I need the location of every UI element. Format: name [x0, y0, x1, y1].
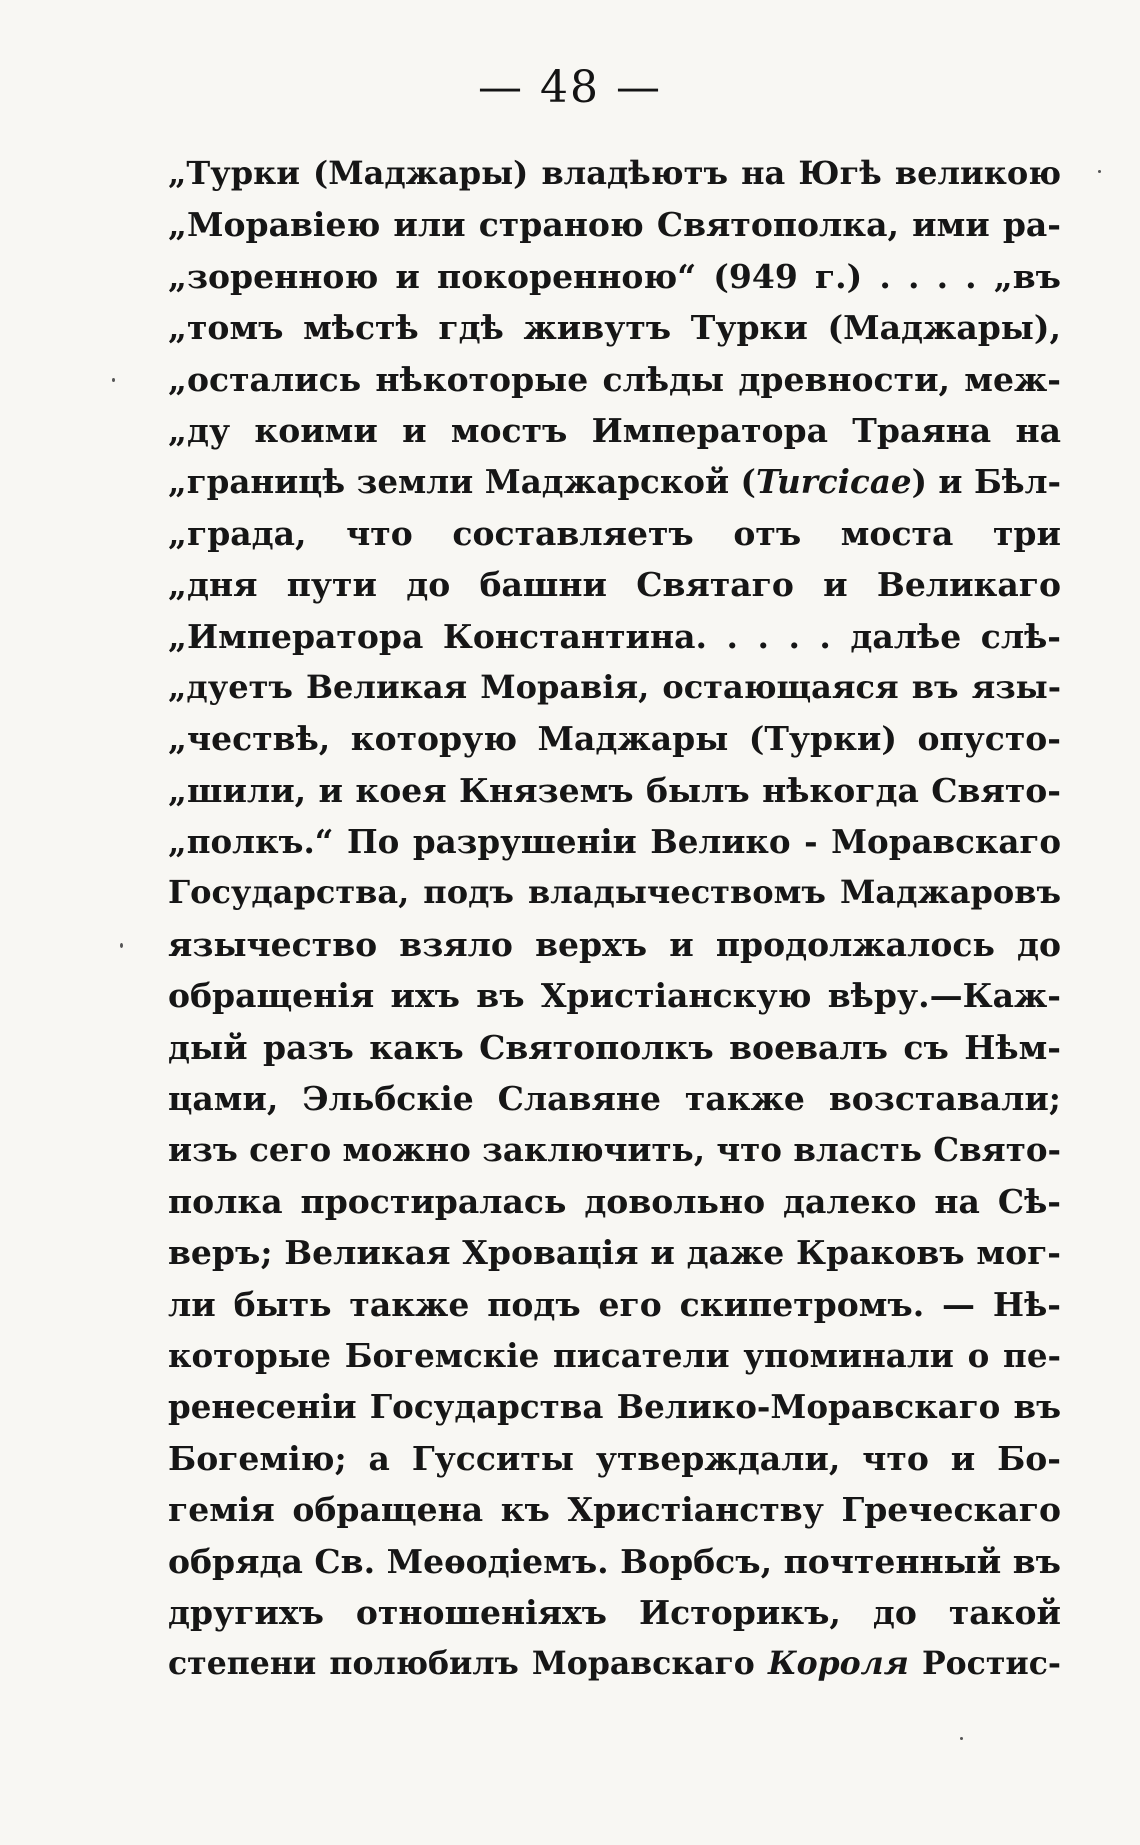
text-line [168, 456, 1061, 507]
text-line: „полкъ.“ По разрушеніи Велико - Моравскаго [168, 822, 1061, 862]
text-line: „шили, и коея Княземъ былъ нѣкогда Свято- [168, 770, 1061, 810]
text-line: язычество взяло верхъ и продолжалось до [168, 924, 1061, 964]
text-line: Государства, подъ владычествомъ Маджаровъ [168, 873, 1061, 912]
text-line: которые Богемскіе писатели упоминали о пе- [168, 1335, 1061, 1375]
text-line: цами, Эльбскіе Славяне также возставали; [168, 1079, 1061, 1119]
text-line: изъ сего можно заключить, что власть Свято- [168, 1130, 1061, 1170]
text-line: Богемію; а Гусситы утверждали, что и Бо- [168, 1438, 1061, 1478]
text-line: дый разъ какъ Святополкъ воевалъ съ Нѣм- [168, 1027, 1061, 1067]
text-line: „ду коими и мостъ Императора Траяна на [168, 410, 1061, 450]
text-line: гемія обращена къ Христіанству Греческаго [168, 1490, 1061, 1530]
body-text [168, 148, 1061, 1690]
text-line: „остались нѣкоторые слѣды древности, меж- [168, 359, 1061, 399]
scan-speck [1098, 170, 1101, 173]
text-line: ли быть также подъ его скипетромъ. — Нѣ- [168, 1284, 1061, 1324]
scan-speck [112, 378, 115, 382]
text-line: другихъ отношеніяхъ Историкъ, до такой [168, 1592, 1061, 1632]
text-line: „Турки (Маджары) владѣютъ на Югѣ великою [168, 154, 1061, 192]
italic-term: Короля [767, 1645, 909, 1683]
text-line: обращенія ихъ въ Христіанскую вѣру.—Каж- [168, 976, 1061, 1016]
page-number: — 48 — [478, 62, 662, 113]
text-run: ) и Бѣл- [911, 462, 1061, 502]
text-line: полка простиралась довольно далеко на Сѣ- [168, 1181, 1061, 1221]
text-line: „Императора Константина. . . . . далѣе слѣ- [168, 616, 1061, 656]
text-line: „томъ мѣстѣ гдѣ живутъ Турки (Маджары), [168, 308, 1061, 348]
text-line: веръ; Великая Хровація и даже Краковъ мог- [168, 1233, 1061, 1273]
text-run: „границѣ земли Маджарской ( [168, 462, 756, 502]
text-run: степени полюбилъ Моравскаго [168, 1645, 768, 1683]
text-line: ренесеніи Государства Велико-Моравскаго въ [168, 1387, 1061, 1427]
scan-speck [120, 943, 123, 948]
text-line: „зоренною и покоренною“ (949 г.) . . . . „въ [168, 256, 1061, 296]
text-line: „дня пути до башни Святаго и Великаго [168, 565, 1061, 605]
text-run: Ростис- [908, 1645, 1061, 1683]
text-line: „чествѣ, которую Маджары (Турки) опусто- [168, 719, 1061, 759]
scan-speck [960, 1737, 963, 1740]
text-line [168, 1638, 1061, 1689]
text-line: „дуетъ Великая Моравія, остающаяся въ язы- [168, 667, 1061, 706]
text-line: обряда Св. Меѳодіемъ. Ворбсъ, почтенный въ [168, 1541, 1061, 1581]
text-line: „Моравіею или страною Святополка, ими ра- [168, 205, 1061, 245]
text-line: „града, что составляетъ отъ моста три [168, 513, 1061, 553]
italic-term: Turcicae [755, 462, 912, 502]
